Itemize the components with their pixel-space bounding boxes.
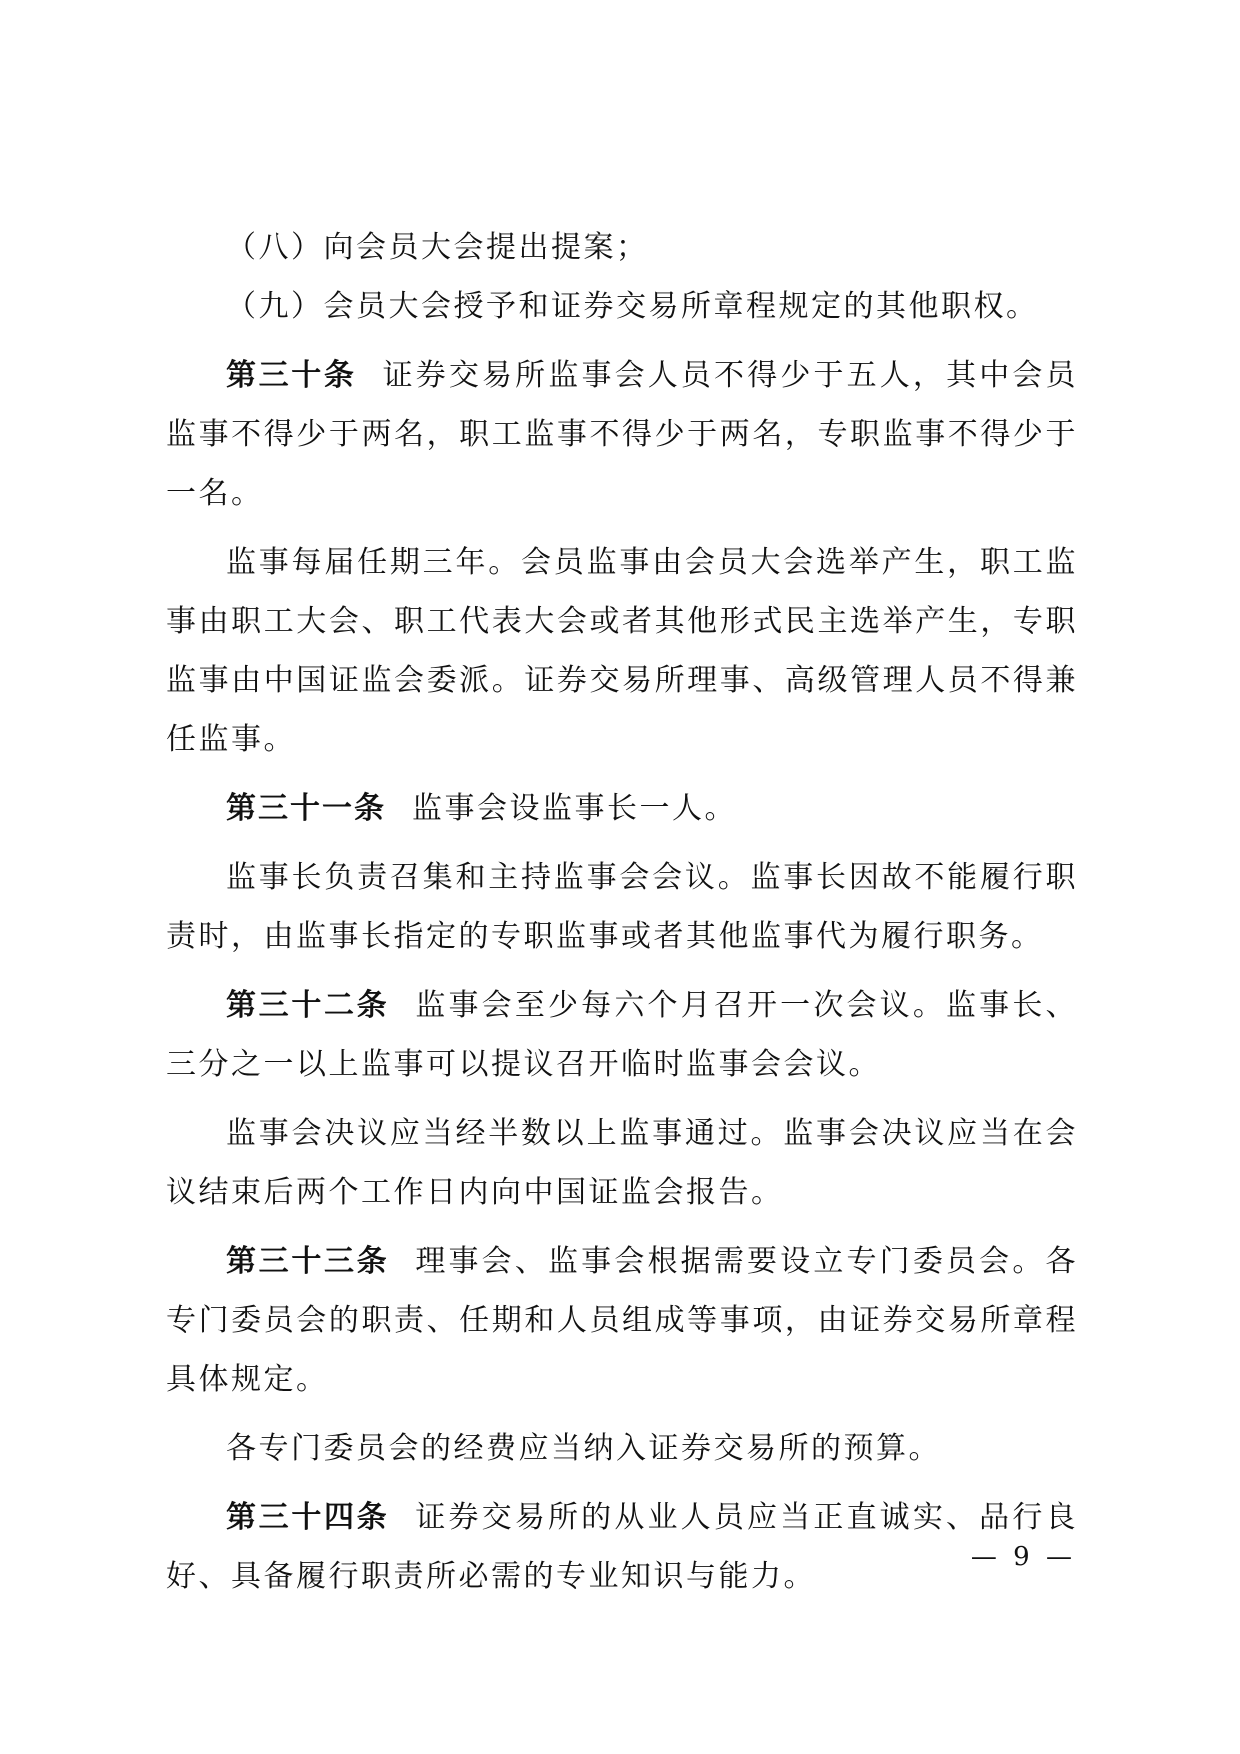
document-body <box>166 218 1078 1616</box>
paragraph-text: （八）向会员大会提出提案； <box>226 230 649 265</box>
page-number: — 9 — <box>970 1542 1076 1572</box>
list-item <box>166 277 1078 336</box>
paragraph <box>166 1104 1078 1222</box>
paragraph <box>166 848 1078 966</box>
article-heading: 第三十一条 <box>226 791 386 826</box>
article-paragraph <box>166 346 1078 523</box>
paragraph-text: 监事每届任期三年。会员监事由会员大会选举产生，职工监事由职工大会、职工代表大会或者其他形式民主选举产生，专职监事由中国证监会委派。证券交易所理事、高级管理人员不得兼任监事。 <box>166 545 1078 757</box>
paragraph-text: 监事会设监事长一人。 <box>412 791 737 826</box>
paragraph <box>166 1419 1078 1478</box>
paragraph-text: 各专门委员会的经费应当纳入证券交易所的预算。 <box>226 1431 941 1466</box>
paragraph-text: 监事长负责召集和主持监事会会议。监事长因故不能履行职责时，由监事长指定的专职监事或者其他监事代为履行职务。 <box>166 860 1078 954</box>
paragraph <box>166 533 1078 769</box>
list-item <box>166 218 1078 277</box>
article-paragraph <box>166 779 1078 838</box>
article-paragraph <box>166 976 1078 1094</box>
article-heading: 第三十三条 <box>226 1244 390 1279</box>
paragraph-text: 证券交易所监事会人员不得少于五人，其中会员监事不得少于两名，职工监事不得少于两名，专职监事不得少于一名。 <box>166 358 1079 511</box>
article-paragraph <box>166 1232 1078 1409</box>
paragraph-text: 理事会、监事会根据需要设立专门委员会。各专门委员会的职责、任期和人员组成等事项，由证券交易所章程具体规定。 <box>166 1244 1079 1397</box>
article-paragraph <box>166 1488 1078 1606</box>
paragraph-text: 监事会决议应当经半数以上监事通过。监事会决议应当在会议结束后两个工作日内向中国证监会报告。 <box>166 1116 1078 1210</box>
paragraph-text: 监事会至少每六个月召开一次会议。监事长、三分之一以上监事可以提议召开临时监事会会议。 <box>166 988 1079 1082</box>
paragraph-text: （九）会员大会授予和证券交易所章程规定的其他职权。 <box>226 289 1039 324</box>
article-heading: 第三十条 <box>226 358 357 393</box>
paragraph-text: 证券交易所的从业人员应当正直诚实、品行良好、具备履行职责所必需的专业知识与能力。 <box>166 1500 1079 1594</box>
article-heading: 第三十四条 <box>226 1500 390 1535</box>
article-heading: 第三十二条 <box>226 988 390 1023</box>
